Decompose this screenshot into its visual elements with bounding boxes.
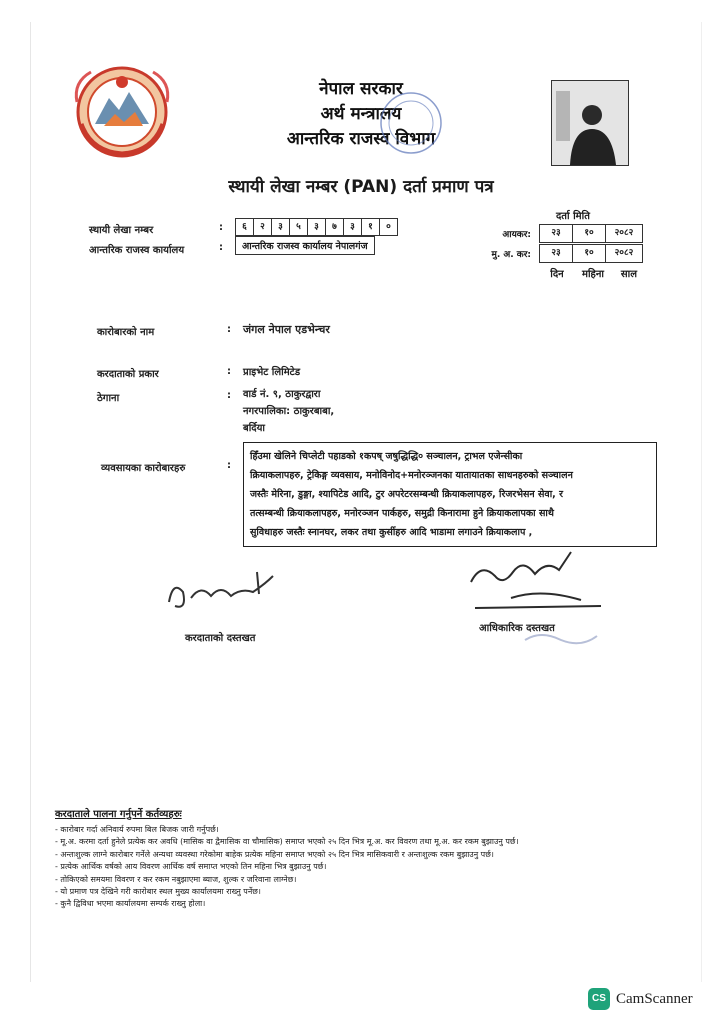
address-label: ठेगाना bbox=[97, 393, 120, 404]
applicant-photo bbox=[551, 80, 629, 166]
office-colon: : bbox=[219, 242, 223, 253]
pan-digit: ६ bbox=[236, 219, 254, 235]
activity-line: तत्सम्बन्धी क्रियाकलापहरु, मनोरञ्जन पार्कहरु, समुद्री किनारामा हुने क्रियाकलापका साथै bbox=[250, 508, 554, 519]
activity-line: क्रियाकलापहरु, ट्रेकिङ्ग व्यवसाय, मनोविनोद+मनोरञ्जनका यातायातका साधनहरुको सञ्चालन bbox=[250, 470, 573, 481]
address bbox=[243, 386, 334, 437]
pan-digit: ३ bbox=[344, 219, 362, 235]
official-stamp bbox=[376, 88, 446, 158]
taxpayer-signature-label: करदाताको दस्तखत bbox=[185, 633, 256, 644]
income-tax-month: १० bbox=[573, 225, 606, 242]
nepal-emblem bbox=[71, 62, 173, 162]
pan-label: स्थायी लेखा नम्बर bbox=[89, 225, 154, 236]
date-footer-month: महिना bbox=[581, 269, 605, 280]
duty-item: - तोकिएको समयमा विवरण र कर रकम नबुझाएमा ब्याज, शुल्क र जरिवाना लाग्नेछ। bbox=[55, 874, 297, 884]
ministry-name: अर्थ मन्त्रालय bbox=[320, 104, 402, 124]
vat-date-label: मु. अ. कर: bbox=[491, 250, 531, 260]
duty-item: - यो प्रमाण पत्र देखिने गरी कारोबार स्थल मुख्य कार्यालयमा राख्नु पर्नेछ। bbox=[55, 887, 261, 897]
business-name: जंगल नेपाल एडभेन्चर bbox=[243, 323, 330, 336]
pan-digit: ५ bbox=[290, 219, 308, 235]
pan-digit: ३ bbox=[272, 219, 290, 235]
camscanner-watermark bbox=[588, 988, 693, 1010]
date-footer-year: साल bbox=[620, 269, 638, 280]
activities-colon: : bbox=[227, 460, 231, 471]
taxpayer-type-label: करदाताको प्रकार bbox=[97, 369, 159, 380]
duties-section bbox=[55, 806, 685, 911]
duties-title: करदाताले पालना गर्नुपर्ने कर्तव्यहरुः bbox=[55, 809, 182, 820]
official-signature-label: आधिकारिक दस्तखत bbox=[479, 623, 555, 634]
office-label: आन्तरिक राजस्व कार्यालय bbox=[89, 245, 185, 256]
taxpayer-signature bbox=[161, 562, 301, 626]
vat-year: २०८२ bbox=[614, 248, 634, 258]
certificate-title: स्थायी लेखा नम्बर (PAN) दर्ता प्रमाण पत्र bbox=[228, 177, 494, 197]
pan-digit: ३ bbox=[308, 219, 326, 235]
income-tax-date-label: आयकर: bbox=[502, 230, 531, 240]
duty-item: - कुनै द्विविधा भएमा कार्यालयमा सम्पर्क राख्नु होला। bbox=[55, 899, 206, 909]
pan-digit: १ bbox=[362, 219, 380, 235]
pan-digit: २ bbox=[254, 219, 272, 235]
duty-item: - कारोबार गर्दा अनिवार्य रुपमा बिल बिजक जारी गर्नुपर्छ। bbox=[55, 825, 219, 834]
pan-digit: ७ bbox=[326, 219, 344, 235]
taxpayer-type: प्राइभेट लिमिटेड bbox=[243, 367, 301, 378]
income-tax-day: २३ bbox=[540, 225, 573, 242]
official-signature bbox=[451, 542, 631, 626]
activities-box bbox=[243, 442, 657, 547]
activities-label: व्यवसायका कारोबारहरु bbox=[101, 463, 186, 474]
income-tax-year: २०८२ bbox=[614, 228, 634, 238]
office-value: आन्तरिक राजस्व कार्यालय नेपालगंज bbox=[235, 236, 375, 255]
address-line: वार्ड नं. ९, ठाकुरद्वारा bbox=[243, 389, 321, 400]
activity-line: सुविधाहरु जस्तैः स्नानघर, लकर तथा कुर्सीहरु आदि भाडामा लगाउने क्रियाकलाप , bbox=[250, 527, 533, 538]
department-name: आन्तरिक राजस्व विभाग bbox=[286, 129, 436, 149]
business-name-colon: : bbox=[227, 324, 231, 335]
duty-item: - मू.अ. करमा दर्ता हुनेले प्रत्येक कर अवधि (मासिक वा द्वैमासिक वा चौमासिक) समाप्त भएको २५ दिन भित्र मू.अ. कर विवरण तथा मू.अ. कर रकम बुझाउनु पर्छ। bbox=[55, 837, 519, 847]
registration-date-row bbox=[451, 244, 643, 263]
pan-colon: : bbox=[219, 222, 223, 233]
date-footer bbox=[539, 266, 647, 280]
vat-month: १० bbox=[573, 245, 606, 262]
activity-line: हिँउमा खेलिने चिप्लेटी पहाडको १कपष् जषुद्धिद्धि० सञ्चालन, ट्राभल एजेन्सीका bbox=[250, 451, 523, 462]
address-line: बर्दिया bbox=[243, 423, 265, 434]
business-name-label: कारोबारको नाम bbox=[97, 327, 155, 338]
registration-date-label: दर्ता मिति bbox=[556, 211, 590, 222]
camscanner-icon: CS bbox=[588, 988, 610, 1010]
duty-item: - अन्तःशुल्क लाग्ने कारोबार गर्नेले अन्यथा व्यवस्था गरेकोमा बाहेक प्रत्येक महिना समाप्त भएको २५ दिन भित्र मासिकवारी र अन्तःशुल्क रकम बुझाउनु पर्छ। bbox=[55, 849, 494, 859]
taxpayer-type-colon: : bbox=[227, 366, 231, 377]
certificate-page bbox=[30, 22, 702, 982]
camscanner-brand: CamScanner bbox=[616, 990, 693, 1007]
pan-number-boxes bbox=[235, 218, 398, 236]
address-line: नगरपालिका: ठाकुरबाबा, bbox=[243, 406, 335, 417]
vat-day: २३ bbox=[540, 245, 573, 262]
pan-digit: ० bbox=[386, 222, 391, 232]
date-footer-day: दिन bbox=[550, 269, 564, 280]
registration-date-row bbox=[451, 224, 643, 243]
address-colon: : bbox=[227, 390, 231, 401]
faint-stamp bbox=[521, 626, 601, 654]
government-name: नेपाल सरकार bbox=[319, 79, 403, 99]
activity-line: जस्तैः मेरिना, डुङ्गा, श्यापिटेड आदि, टुर अपरेटरसम्बन्धी क्रियाकलापहरु, रिजरभेसन सेवा, र bbox=[250, 489, 563, 500]
duty-item: - प्रत्येक आर्थिक वर्षको आय विवरण आर्थिक वर्ष समाप्त भएको तिन महिना भित्र बुझाउनु पर्छ। bbox=[55, 862, 327, 872]
